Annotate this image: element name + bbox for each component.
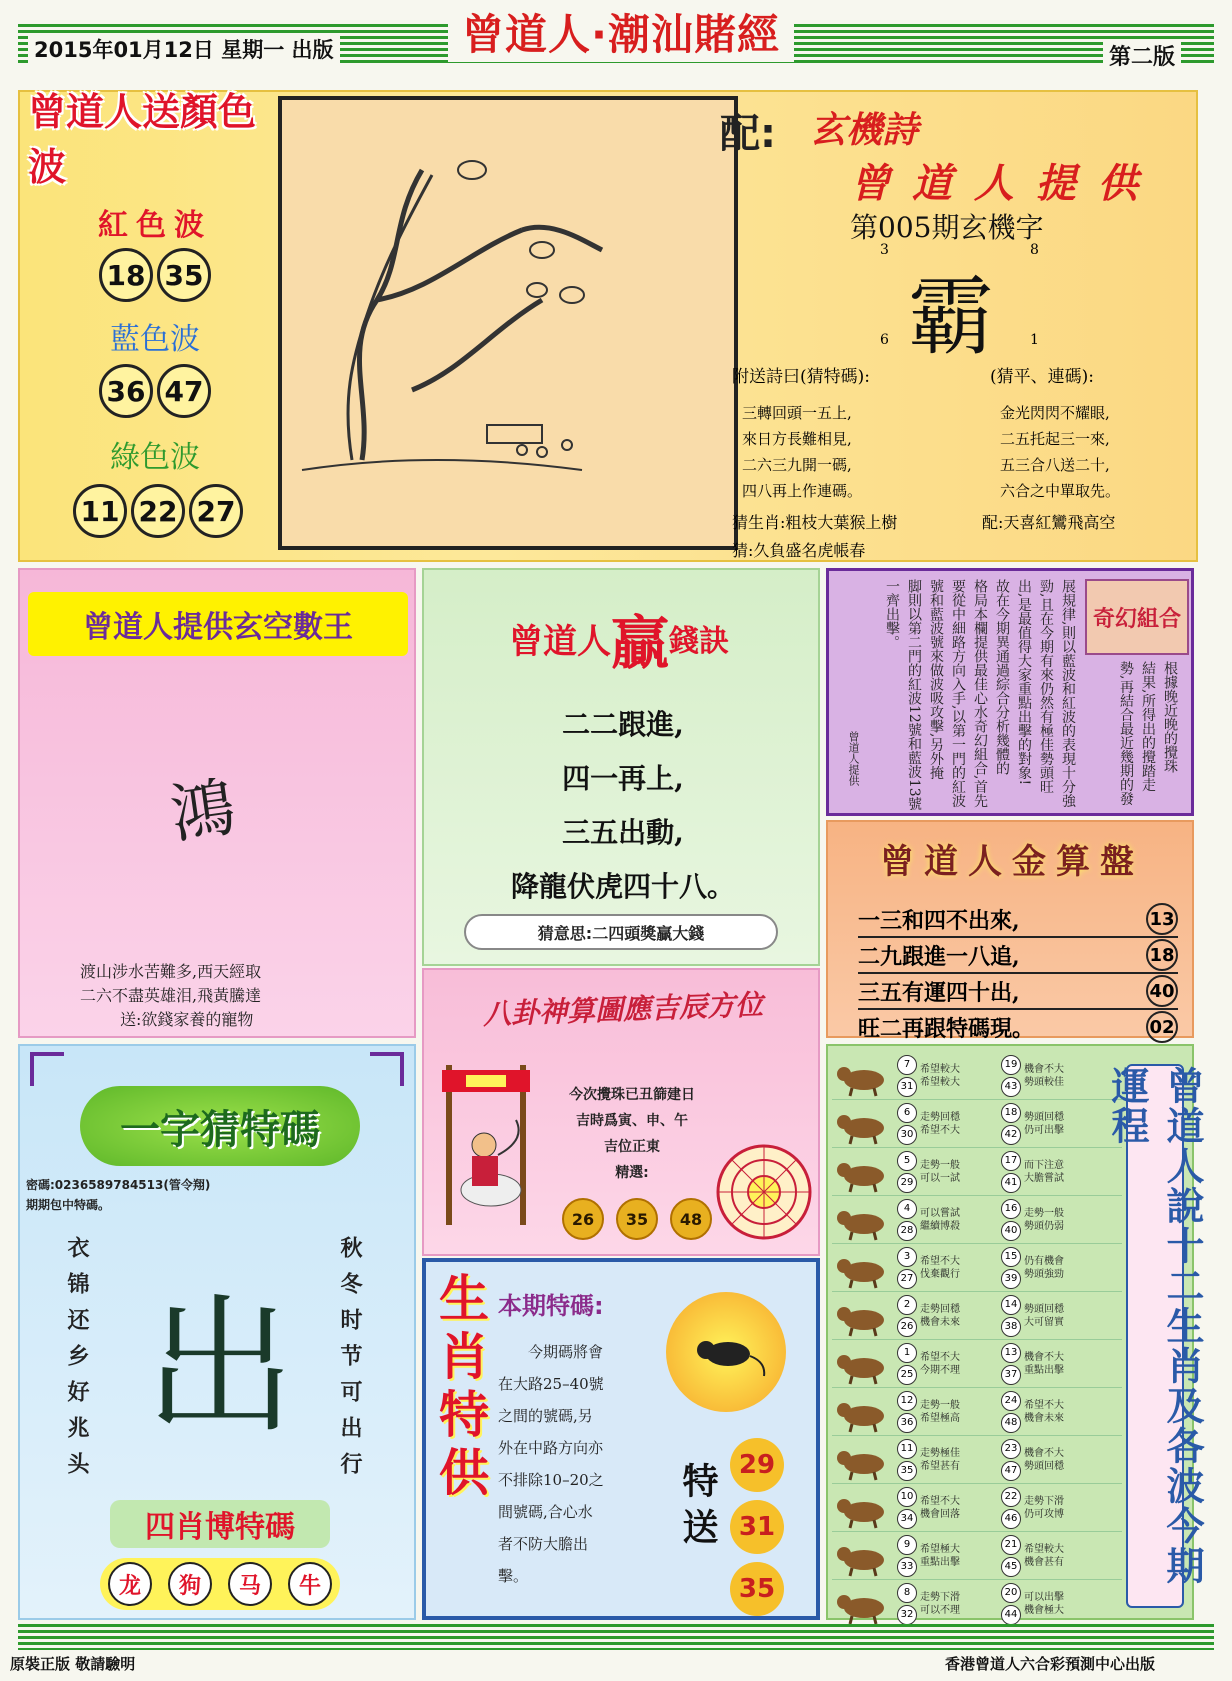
qimen-col: 故在今期異通過綜合分析幾體的 (994, 579, 1010, 775)
zodiac-fortune: 機會不大 (1024, 1447, 1064, 1459)
zodiac-fortune: 可以出擊 (1024, 1591, 1064, 1603)
zodiac-pick: 狗 (168, 1562, 212, 1606)
zodiac-num: 19 (1001, 1055, 1021, 1075)
answer-character: 出 (144, 1281, 295, 1455)
horse-icon (832, 1344, 894, 1384)
tree-picture (278, 96, 738, 550)
zodiac-fortune: 希望極大 (920, 1543, 960, 1555)
warrior-illustration (436, 1060, 536, 1230)
abacus-row (858, 974, 1178, 1010)
corner-ornament (370, 1052, 404, 1086)
win-title (454, 598, 784, 678)
zodiac-fortune: 重點出擊 (920, 1556, 960, 1568)
poem-line: 四八再上作連碼。 (742, 482, 863, 500)
secret-code: 密碼:0236589784513(管令翔) (26, 1178, 211, 1192)
zodiac-fortune: 機會不大 (1024, 1351, 1064, 1363)
header (18, 0, 1214, 88)
qimen-col: 脚則以第二門的紅波12號和藍波13號 (906, 579, 922, 811)
poem-line: 來日方長難相見, (742, 430, 852, 448)
zodiac-num: 13 (1001, 1343, 1021, 1363)
zodiac-num: 26 (897, 1317, 917, 1337)
blue-ball: 36 (99, 364, 153, 418)
green-wave-label: 綠色波 (110, 440, 200, 475)
rooster-icon (832, 1488, 894, 1528)
newspaper-title: 曾道人·潮汕賭經 (448, 2, 794, 62)
poem-line: 五三合八送二十, (1000, 456, 1110, 474)
red-ball: 35 (157, 248, 211, 302)
zodiac-fortune: 希望不大 (920, 1255, 960, 1267)
abacus-row-text: 一三和四不出來, (858, 907, 1020, 934)
bagua-ball: 35 (616, 1198, 658, 1240)
special-line: 在大路25–40號 (498, 1375, 604, 1393)
zodiac-fortune: 希望較大 (920, 1076, 960, 1088)
abacus-row-text: 三五有運四十出, (858, 979, 1020, 1006)
zodiac-fortune: 可以一試 (920, 1172, 960, 1184)
guess-zodiac: 猜生肖:粗枝大葉猴上樹 (732, 513, 898, 532)
win-hint: 猜意思:二四頭獎贏大錢 (464, 914, 778, 950)
zodiac-fortune: 走勢下滑 (1024, 1495, 1064, 1507)
guess-line: 猜:久負盛名虎帳春 (732, 541, 866, 560)
blue-wave-label: 藍色波 (110, 322, 200, 357)
zodiac-fortune: 勢頭回穩 (1024, 1111, 1064, 1123)
qimen-col: 結果,所得出的攪踏走 (1140, 661, 1156, 792)
green-wave-numbers (48, 484, 268, 538)
right-couplet: 秋冬时节可出行 (337, 1236, 363, 1488)
qimen-col: 出,是最值得大家重點出擊的對象! (1016, 579, 1032, 786)
zodiac-fortune: 勢頭較佳 (1024, 1076, 1064, 1088)
one-char-title: 一字猜特碼 (80, 1086, 360, 1166)
zodiac-fortune: 走勢回穩 (920, 1303, 960, 1315)
win-money-panel (422, 568, 820, 966)
footer-right: 香港曾道人六合彩預測中心出版 (945, 1655, 1156, 1673)
top-section (18, 90, 1198, 562)
zodiac-num: 33 (897, 1557, 917, 1577)
zodiac-num: 22 (1001, 1487, 1021, 1507)
qimen-col: 格局本欄提供最佳心水奇幻組合,首先 (972, 579, 988, 808)
bagua-ball: 26 (562, 1198, 604, 1240)
dog-icon (832, 1536, 894, 1576)
poem-line: 六合之中單取先。 (1000, 482, 1121, 500)
mystery-character: 霸 (908, 267, 994, 367)
zodiac-num: 10 (897, 1487, 917, 1507)
abacus-rows (858, 902, 1178, 1046)
blue-ball: 47 (157, 364, 211, 418)
zodiac-num: 34 (897, 1509, 917, 1529)
flower-badge (666, 1292, 786, 1412)
qimen-panel (826, 568, 1194, 816)
zodiac-fortune: 機會甚有 (1024, 1556, 1064, 1568)
zodiac-fortune: 走勢極佳 (920, 1447, 960, 1459)
zodiac-num: 30 (897, 1125, 917, 1145)
color-wave-title: 曾道人送顏色波 (28, 90, 257, 189)
zodiac-row (832, 1340, 1122, 1388)
rabbit-icon (832, 1200, 894, 1240)
qimen-title: 奇幻組合 (1085, 579, 1189, 655)
zodiac-num: 38 (1001, 1317, 1021, 1337)
zodiac-num: 6 (897, 1103, 917, 1123)
zodiac-fortune: 機會未來 (920, 1316, 960, 1328)
zodiac-num: 32 (897, 1605, 917, 1625)
zodiac-fortune: 走勢下滑 (920, 1591, 960, 1603)
zodiac-num: 15 (1001, 1247, 1021, 1267)
poem-provider: 曾 道 人 提 供 (850, 161, 1142, 207)
poem-line: 二六三九開一碼, (742, 456, 852, 474)
zodiac-fortune: 希望不大 (920, 1124, 960, 1136)
poem-left-head: 附送詩曰(猜特碼): (732, 367, 870, 387)
abacus-row (858, 902, 1178, 938)
special-numbers (730, 1438, 786, 1616)
special-line: 今期碼將會 (528, 1343, 604, 1361)
te-song-label: 特送 (677, 1462, 718, 1554)
zodiac-fortune: 希望不大 (920, 1351, 960, 1363)
zodiac-num: 18 (1001, 1103, 1021, 1123)
abacus-row (858, 1010, 1178, 1046)
win-line: 三五出動, (562, 816, 684, 849)
poem-right-lines (1000, 400, 1120, 504)
zodiac-fortune: 希望不大 (920, 1495, 960, 1507)
left-couplet: 衣锦还乡好兆头 (64, 1236, 90, 1488)
zodiac-num: 29 (897, 1173, 917, 1193)
zodiac-num: 46 (1001, 1509, 1021, 1529)
bagua-line: 精選: (615, 1165, 649, 1181)
zodiac-num: 31 (897, 1077, 917, 1097)
special-line: 間號碼,合心水 (498, 1503, 593, 1521)
special-line: 不排除10–20之 (498, 1471, 604, 1489)
zodiac-num: 43 (1001, 1077, 1021, 1097)
zodiac-num: 27 (897, 1269, 917, 1289)
win-title-b: 贏 (610, 609, 669, 677)
zodiac-num: 14 (1001, 1295, 1021, 1315)
tiger-icon (832, 1152, 894, 1192)
zodiac-num: 36 (897, 1413, 917, 1433)
red-wave-numbers (70, 248, 240, 302)
zodiac-num: 8 (897, 1583, 917, 1603)
zodiac-num: 9 (897, 1535, 917, 1555)
zodiac-num: 41 (1001, 1173, 1021, 1193)
rat-icon (666, 1292, 786, 1412)
special-line: 外在中路方向亦 (498, 1439, 604, 1457)
snake-icon (832, 1296, 894, 1336)
bagua-line: 吉位正東 (604, 1139, 660, 1155)
qimen-signature: 曾道人提供 (847, 731, 860, 786)
zodiac-num: 11 (897, 1439, 917, 1459)
zodiac-fortune: 機會回落 (920, 1508, 960, 1520)
zodiac-fortune: 今期不理 (920, 1364, 960, 1376)
zodiac-fortune: 仍有機會 (1024, 1255, 1064, 1267)
special-line: 者不防大膽出 (498, 1535, 589, 1553)
qimen-col: 要從中細路方向入手,以第一門的紅波 (950, 579, 966, 808)
zodiac-fortune: 大膽嘗試 (1024, 1172, 1064, 1184)
bagua-line: 今次攪珠已丑篩建日 (569, 1087, 695, 1103)
tree-illustration (282, 100, 734, 546)
corner-num-tl: 3 (880, 242, 889, 258)
zodiac-fortune: 走勢一般 (920, 1159, 960, 1171)
special-ball: 31 (730, 1500, 784, 1554)
zodiac-fortune: 勢頭仍弱 (1024, 1220, 1064, 1232)
special-ball: 35 (730, 1562, 784, 1616)
zodiac-num: 20 (1001, 1583, 1021, 1603)
qimen-col: 勁,且在今期有來仍然有極佳勢頭旺 (1038, 579, 1054, 794)
win-lines (424, 698, 822, 914)
bagua-ball: 48 (670, 1198, 712, 1240)
bagua-numbers (552, 1198, 722, 1240)
xuankong-lines (80, 960, 261, 1032)
poem-right-head: (猜平、連碼): (990, 367, 1094, 387)
zodiac-fortune: 勢頭回穩 (1024, 1460, 1064, 1472)
zodiac-fortune: 仍可出擊 (1024, 1124, 1064, 1136)
green-ball: 22 (131, 484, 185, 538)
zodiac-rows (832, 1052, 1122, 1628)
zodiac-num: 25 (897, 1365, 917, 1385)
poem-title: 玄機詩 (810, 110, 919, 151)
zodiac-list-panel (826, 1044, 1204, 1620)
win-line: 四一再上, (562, 762, 684, 795)
qimen-col: 勢,再結合最近幾期的發 (1118, 661, 1134, 806)
zodiac-num: 2 (897, 1295, 917, 1315)
qimen-col: 一齊出擊。 (884, 579, 900, 649)
zodiac-row (832, 1052, 1122, 1100)
zodiac-fortune: 希望較大 (920, 1063, 960, 1075)
zodiac-fortune: 可以嘗試 (920, 1207, 960, 1219)
qimen-col: 號和藍波號來做波吸攻擊,另外掩 (928, 579, 944, 780)
zodiac-num: 17 (1001, 1151, 1021, 1171)
pig-icon (832, 1584, 894, 1624)
bagua-panel (422, 968, 820, 1256)
zodiac-num: 12 (897, 1391, 917, 1411)
zodiac-fortune: 走勢一般 (920, 1399, 960, 1411)
xuankong-line: 渡山涉水苦難多,西天經取 (80, 962, 262, 981)
zodiac-num: 28 (897, 1221, 917, 1241)
footer-stripes (18, 1624, 1214, 1650)
special-line: 擊。 (498, 1567, 529, 1585)
zodiac-fortune: 走勢回穩 (920, 1111, 960, 1123)
pei-line: 配:天喜紅鸞飛高空 (982, 513, 1116, 532)
zodiac-fortune: 仍可攻博 (1024, 1508, 1064, 1520)
special-code-title: 本期特碼: (498, 1292, 604, 1320)
qimen-col: 根據晚近晚的攪珠 (1162, 661, 1178, 773)
zodiac-row (832, 1388, 1122, 1436)
zodiac-row (832, 1148, 1122, 1196)
ox-icon (832, 1104, 894, 1144)
zodiac-num: 24 (1001, 1391, 1021, 1411)
corner-num-tr: 8 (1030, 242, 1039, 258)
zodiac-fortune: 機會未來 (1024, 1412, 1064, 1424)
poem-line: 金光閃閃不耀眼, (1000, 404, 1110, 422)
zodiac-fortune: 希望極高 (920, 1412, 960, 1424)
zodiac-list-side-title: 曾道人說十二生肖及各波今期運程 (1126, 1064, 1184, 1608)
zodiac-fortune: 希望甚有 (920, 1460, 960, 1472)
four-zodiac-row (100, 1558, 340, 1610)
zodiac-num: 47 (1001, 1461, 1021, 1481)
bagua-compass-icon (714, 1142, 814, 1242)
win-title-c: 錢訣 (669, 624, 729, 659)
zodiac-num: 1 (897, 1343, 917, 1363)
xuankong-title: 曾道人提供玄空數王 (28, 592, 408, 656)
four-zodiac-title: 四肖博特碼 (110, 1500, 330, 1548)
green-ball: 27 (189, 484, 243, 538)
xuankong-line: 送:欲錢家養的寵物 (120, 1010, 254, 1029)
special-line: 之間的號碼,另 (498, 1407, 593, 1425)
zodiac-num: 5 (897, 1151, 917, 1171)
zodiac-fortune: 勢頭強勁 (1024, 1268, 1064, 1280)
win-line: 降龍伏虎四十八。 (510, 870, 735, 903)
zodiac-fortune: 大可留實 (1024, 1316, 1064, 1328)
zodiac-fortune: 可以不理 (920, 1604, 960, 1616)
bagua-lines (542, 1082, 722, 1186)
date-line: 2015年01月12日 星期一 出版 (28, 34, 340, 64)
zodiac-fortune: 希望不大 (1024, 1399, 1064, 1411)
zodiac-num: 7 (897, 1055, 917, 1075)
footer-left: 原裝正版 敬請驗明 (10, 1655, 136, 1673)
zodiac-fortune: 繼續博殺 (920, 1220, 960, 1232)
zodiac-fortune: 機會不大 (1024, 1063, 1064, 1075)
xuankong-line: 二六不盡英雄泪,飛黃騰達 (80, 986, 262, 1005)
zodiac-num: 3 (897, 1247, 917, 1267)
monkey-icon (832, 1440, 894, 1480)
zodiac-row (832, 1100, 1122, 1148)
zodiac-num: 45 (1001, 1557, 1021, 1577)
green-ball: 11 (73, 484, 127, 538)
zodiac-row (832, 1532, 1122, 1580)
abacus-row-text: 二九跟進一八追, (858, 943, 1020, 970)
rat-icon (832, 1056, 894, 1096)
qimen-col: 展規律,則以藍波和紅波的表現十分強 (1060, 579, 1076, 808)
zodiac-num: 40 (1001, 1221, 1021, 1241)
abacus-panel (826, 820, 1194, 1042)
bagua-title: 八卦神算圖應吉辰方位 (482, 988, 764, 1031)
special-ball: 29 (730, 1438, 784, 1492)
zodiac-fortune: 而下注意 (1024, 1159, 1064, 1171)
corner-num-bl: 6 (880, 332, 889, 348)
one-char-panel (18, 1044, 416, 1620)
zodiac-num: 37 (1001, 1365, 1021, 1385)
dragon-icon (832, 1248, 894, 1288)
zodiac-fortune: 希望較大 (1024, 1543, 1064, 1555)
handwritten-riddle-char: 鴻 (165, 770, 240, 854)
red-wave-label: 紅色波 (98, 208, 212, 243)
zodiac-pick: 龙 (108, 1562, 152, 1606)
zodiac-pick: 马 (228, 1562, 272, 1606)
xuankong-panel (18, 568, 416, 1038)
zodiac-row (832, 1292, 1122, 1340)
zodiac-fortune: 勢頭回穩 (1024, 1303, 1064, 1315)
bagua-line: 吉時爲寅、申、午 (576, 1113, 688, 1129)
zodiac-num: 42 (1001, 1125, 1021, 1145)
zodiac-num: 35 (897, 1461, 917, 1481)
corner-num-br: 1 (1030, 332, 1039, 348)
zodiac-num: 23 (1001, 1439, 1021, 1459)
abacus-row-num: 02 (1146, 1011, 1178, 1043)
zodiac-num: 48 (1001, 1413, 1021, 1433)
pei-label: 配: (720, 111, 776, 157)
zodiac-num: 21 (1001, 1535, 1021, 1555)
zodiac-special-side: 生肖特供 (431, 1272, 489, 1504)
zodiac-num: 16 (1001, 1199, 1021, 1219)
win-title-a: 曾道人 (508, 621, 611, 662)
secret-code-note: 期期包中特碼。 (26, 1198, 111, 1212)
red-ball: 18 (99, 248, 153, 302)
zodiac-fortune: 重點出擊 (1024, 1364, 1064, 1376)
zodiac-row (832, 1436, 1122, 1484)
win-line: 二二跟進, (562, 708, 684, 741)
abacus-title: 曾道人金算盤 (880, 841, 1144, 882)
abacus-row-text: 旺二再跟特碼現。 (858, 1015, 1035, 1042)
abacus-row-num: 13 (1146, 903, 1178, 935)
zodiac-num: 4 (897, 1199, 917, 1219)
abacus-row (858, 938, 1178, 974)
zodiac-row (832, 1580, 1122, 1628)
poem-issue: 第005期玄機字 (850, 211, 1044, 244)
zodiac-row (832, 1484, 1122, 1532)
zodiac-special-panel (422, 1258, 820, 1620)
zodiac-fortune: 伐棄觀行 (920, 1268, 960, 1280)
goat-icon (832, 1392, 894, 1432)
qimen-cols-right (1115, 661, 1181, 811)
poem-line: 二五托起三一來, (1000, 430, 1110, 448)
edition-label: 第二版 (1103, 40, 1181, 71)
poem-left-lines (742, 400, 862, 504)
zodiac-fortune: 走勢一般 (1024, 1207, 1064, 1219)
zodiac-fortune: 機會極大 (1024, 1604, 1064, 1616)
zodiac-row (832, 1244, 1122, 1292)
abacus-row-num: 18 (1146, 939, 1178, 971)
qimen-cols-main (881, 579, 1079, 811)
zodiac-row (832, 1196, 1122, 1244)
abacus-row-num: 40 (1146, 975, 1178, 1007)
zodiac-num: 44 (1001, 1605, 1021, 1625)
blue-wave-numbers (70, 364, 240, 418)
special-body (498, 1336, 668, 1592)
poem-line: 三轉回頭一五上, (742, 404, 852, 422)
zodiac-num: 39 (1001, 1269, 1021, 1289)
zodiac-pick: 牛 (288, 1562, 332, 1606)
corner-ornament (30, 1052, 64, 1086)
